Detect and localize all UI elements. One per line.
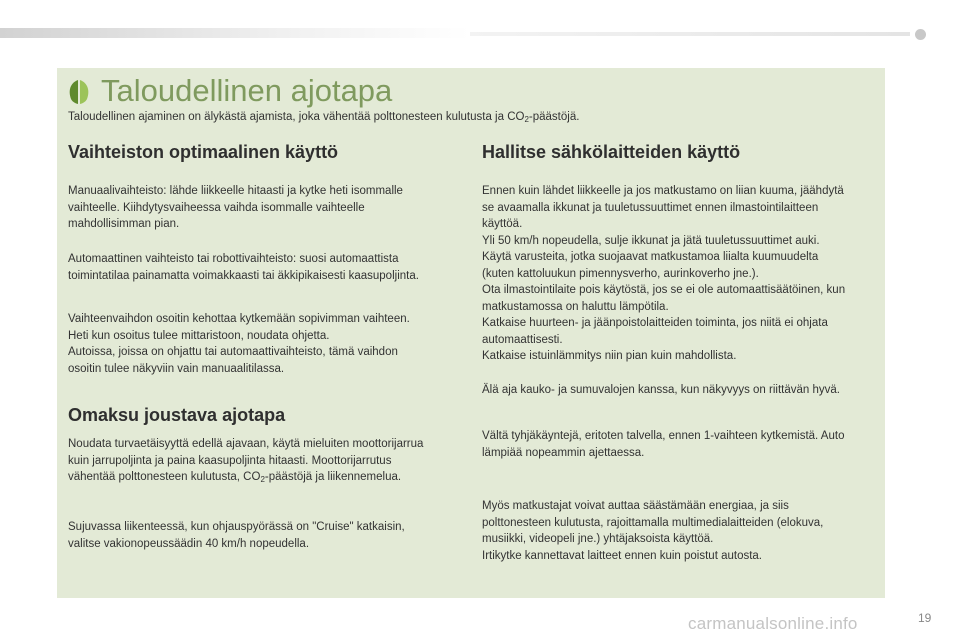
paragraph-climate: Ennen kuin lähdet liikkeelle ja jos matkustamo on liian kuuma, jäähdytä se avaamalla ikkunat ja tuuletussuuttimet ennen ilmastointilaitteen käyttöä. Yli 50 km/h nopeudella, sulje ikkunat ja jätä tuuletussuuttimet auki. Käytä varusteita, jotka suojaavat matkustamoa liialta kuumuudelta (kuten kattoluukun pimennysverho, aurinkoverho jne.). Ota ilmastointilaite pois käytöstä, jos se ei ole automaattisäätöinen, kun matkustamossa on haluttu lämpötila. Katkaise huurteen- ja jäänpoistolaitteiden toiminta, jos niitä ei ohjata automaattisesti. Katkaise istuinlämmitys niin pian kuin mahdollista. — [482, 185, 846, 362]
paragraph-passengers: Myös matkustajat voivat auttaa säästämään energiaa, ja siis polttonesteen kulutusta, rajoittamalla multimedialaitteiden (elokuva, musiikki, videopeli jne.) yhtäjaksoista käyttöä. Irtikytke kannettavat laitteet ennen kuin poistut autosta. — [482, 500, 824, 562]
leaf-icon — [66, 79, 92, 105]
section-heading-electrical: Hallitse sähkölaitteiden käyttö — [482, 142, 741, 162]
section-heading-driving-style: Omaksu joustava ajotapa — [68, 405, 286, 425]
page-title: Taloudellinen ajotapa — [101, 73, 393, 108]
paragraph-lights: Älä aja kauko- ja sumuvalojen kanssa, kun näkyvyys on riittävän hyvä. — [482, 384, 840, 396]
section-heading-gearbox: Vaihteiston optimaalinen käyttö — [68, 142, 339, 162]
paragraph-safe-distance: Noudata turvaetäisyyttä edellä ajavaan, käytä mieluiten moottorijarrua kuin jarrupoljinta ja paina kaasupoljinta hitaasti. Moottorijarrutus vähentää polttonesteen kulutusta, $CO_2$-päästöjä ja liikennemelua. — [68, 438, 424, 484]
page-subtitle: Taloudellinen ajaminen on älykästä ajamista, joka vähentää polttonesteen kulutusta ja $CO_2$-päästöjä. — [68, 111, 580, 124]
top-decorative-rule — [0, 28, 470, 38]
watermark: carmanualsonline.info — [688, 614, 858, 633]
top-decorative-rule-right — [470, 32, 910, 36]
paragraph-idling: Vältä tyhjäkäyntejä, eritoten talvella, ennen 1-vaihteen kytkemistä. Auto lämpiää nopeammin ajettaessa. — [482, 430, 845, 459]
paragraph-gear-indicator: Vaihteenvaihdon osoitin kehottaa kytkemään sopivimman vaihteen. Heti kun osoitus tulee mittaristoon, noudata ohjetta. Autoissa, joissa on ohjattu tai automaattivaihteisto, tämä vaihdon osoitin tulee näkyviin vain manuaalitilassa. — [68, 313, 410, 375]
paragraph-automatic-gearbox: Automaattinen vaihteisto tai robottivaihteisto: suosi automaattista toimintatilaa painamatta voimakkaasti tai äkkipikaisesti kaasupoljinta. — [68, 253, 419, 282]
top-decorative-dot — [915, 29, 926, 40]
page-number: 19 — [918, 611, 932, 625]
paragraph-cruise-control: Sujuvassa liikenteessä, kun ohjauspyörässä on "Cruise" katkaisin, valitse vakionopeussäädin 40 km/h nopeudella. — [68, 521, 405, 550]
paragraph-manual-gearbox: Manuaalivaihteisto: lähde liikkeelle hitaasti ja kytke heti isommalle vaihteelle. Kiihdytysvaiheessa vaihda isommalle vaihteelle mahdollisimman pian. — [68, 185, 403, 230]
